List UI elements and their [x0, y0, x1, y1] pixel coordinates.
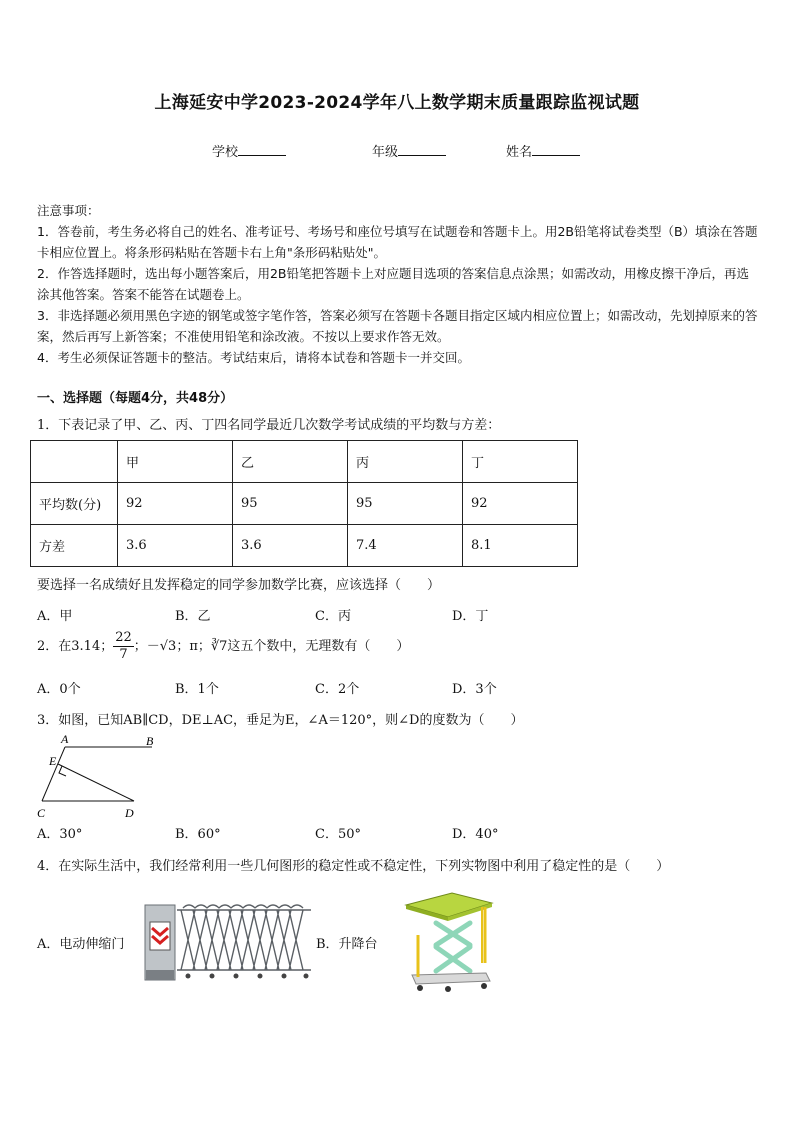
q2-option-a: A．0个	[37, 682, 81, 697]
name-blank	[532, 143, 580, 156]
q1-stem: 1．下表记录了甲、乙、丙、丁四名同学最近几次数学考试成绩的平均数与方差：	[37, 418, 501, 433]
notes-heading: 注意事项：	[37, 203, 100, 218]
q1-option-b: B．乙	[175, 609, 211, 624]
geometry-figure	[30, 730, 160, 822]
note-item: 4．考生必须保证答题卡的整洁。考试结束后，请将本试卷和答题卡一并交回。	[37, 350, 470, 365]
table-cell: 丁	[463, 441, 578, 483]
grade-blank	[398, 143, 446, 156]
table-row	[31, 441, 578, 483]
q3-option-a: A．30°	[37, 827, 83, 842]
table-cell: 92	[118, 483, 233, 525]
table-cell: 3.6	[233, 525, 348, 567]
notes-block	[37, 200, 759, 368]
table-cell: 95	[348, 483, 463, 525]
school-label: 学校	[212, 145, 239, 160]
label-a: A	[61, 732, 69, 746]
label-e: E	[49, 754, 57, 768]
note-item: 3．非选择题必须用黑色字迹的钢笔或签字笔作答，答案必须写在答题卡各题目指定区域内相应位置上；如需改动，先划掉原来的答案，然后再写上新答案；不准使用铅笔和涂改液。不按以上要求作答无效。	[37, 308, 758, 344]
lifting-platform-image	[402, 885, 494, 995]
fraction	[113, 630, 134, 663]
section-title: 一、选择题（每题4分，共48分）	[37, 391, 234, 406]
table-row	[31, 483, 578, 525]
q2-suffix: 这五个数中，无理数有（ ）	[227, 639, 410, 654]
q4-stem: 4．在实际生活中，我们经常利用一些几何图形的稳定性或不稳定性，下列实物图中利用了稳定性的是（ ）	[37, 859, 670, 874]
name-label: 姓名	[506, 145, 533, 160]
q2-stem	[37, 630, 409, 663]
table-cell: 3.6	[118, 525, 233, 567]
table-cell: 乙	[233, 441, 348, 483]
q2-option-c: C．2个	[315, 682, 360, 697]
q2-option-b: B．1个	[175, 682, 219, 697]
q2-middle: ；－√3；π；∛7	[133, 639, 228, 654]
q2-option-d: D．3个	[452, 682, 497, 697]
table-cell	[31, 441, 118, 483]
page-title: 上海延安中学2023-2024学年八上数学期末质量跟踪监视试题	[154, 93, 640, 113]
note-item: 1．答卷前，考生务必将自己的姓名、准考证号、考场号和座位号填写在试题卷和答题卡上。用2B铅笔将试卷类型（B）填涂在答题卡相应位置上。将条形码粘贴在答题卡右上角"条形码粘贴处"。	[37, 224, 758, 260]
table-cell: 95	[233, 483, 348, 525]
q4-option-a: A．电动伸缩门	[37, 937, 125, 952]
table-cell: 8.1	[463, 525, 578, 567]
score-table	[30, 440, 578, 567]
q3-option-d: D．40°	[452, 827, 499, 842]
table-cell: 92	[463, 483, 578, 525]
q2-prefix: 2．在3.14；	[37, 639, 114, 654]
fraction-numerator: 22	[115, 630, 132, 645]
school-field	[212, 141, 286, 160]
table-cell: 平均数(分)	[31, 483, 118, 525]
note-item: 2．作答选择题时，选出每小题答案后，用2B铅笔把答题卡上对应题目选项的答案信息点涂黑；如需改动，用橡皮擦干净后，再选涂其他答案。答案不能答在试题卷上。	[37, 266, 749, 302]
school-blank	[238, 143, 286, 156]
table-row	[31, 525, 578, 567]
q1-option-c: C．丙	[315, 609, 351, 624]
table-cell: 7.4	[348, 525, 463, 567]
q3-option-b: B．60°	[175, 827, 221, 842]
table-cell: 方差	[31, 525, 118, 567]
q4-option-b: B．升降台	[316, 937, 378, 952]
grade-field	[372, 141, 446, 160]
q3-stem: 3．如图，已知AB∥CD，DE⊥AC，垂足为E，∠A＝120°，则∠D的度数为（ ）	[37, 713, 524, 728]
q3-option-c: C．50°	[315, 827, 361, 842]
grade-label: 年级	[372, 145, 399, 160]
telescopic-gate-image	[143, 900, 313, 985]
q1-option-a: A．甲	[37, 609, 73, 624]
q1-question: 要选择一名成绩好且发挥稳定的同学参加数学比赛，应该选择（ ）	[37, 578, 441, 593]
table-cell: 甲	[118, 441, 233, 483]
q1-option-d: D．丁	[452, 609, 489, 624]
label-b: B	[146, 734, 154, 748]
name-field	[506, 141, 580, 160]
table-cell: 丙	[348, 441, 463, 483]
line-de	[58, 764, 134, 801]
label-d: D	[125, 806, 134, 820]
fraction-denominator: 7	[119, 647, 128, 662]
label-c: C	[37, 806, 46, 820]
